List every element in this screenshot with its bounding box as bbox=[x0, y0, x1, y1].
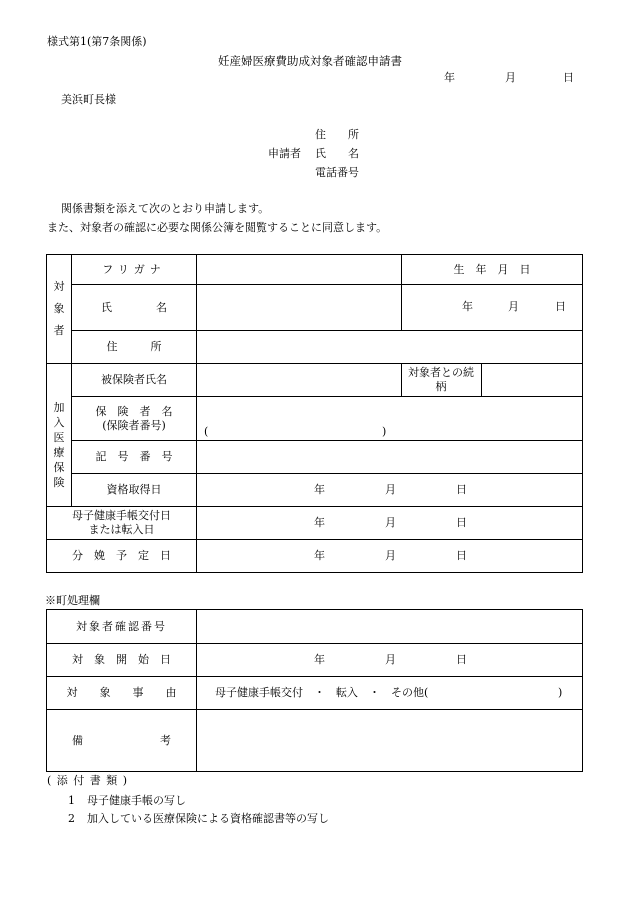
table1-vline bbox=[481, 363, 482, 397]
insurer-number-label: (保険者番号) bbox=[102, 418, 166, 432]
table2-vline bbox=[582, 609, 583, 772]
applicant-address-label: 住 所 bbox=[315, 128, 359, 141]
applicant-phone-label: 電話番号 bbox=[315, 166, 359, 179]
symbol-number-label: 記 号 番 号 bbox=[95, 450, 173, 463]
addressee: 美浜町長様 bbox=[61, 93, 116, 106]
remarks-label: 備 考 bbox=[72, 733, 171, 747]
table1-vline bbox=[401, 363, 402, 397]
attachment-text: 加入している医療保険による資格確認書等の写し bbox=[87, 812, 329, 825]
date-year: 年 bbox=[444, 71, 455, 84]
confirm-number-label: 対象者確認番号 bbox=[76, 619, 167, 633]
relationship-label: 対象者との続柄 bbox=[408, 366, 474, 393]
address-label: 住 所 bbox=[106, 340, 162, 353]
intro-line-2: また、対象者の確認に必要な関係公簿を閲覧することに同意します。 bbox=[47, 221, 388, 234]
table1-vline bbox=[196, 254, 197, 573]
qualification-day: 日 bbox=[456, 483, 467, 496]
reason-options: 母子健康手帳交付 ・ 転入 ・ その他( bbox=[215, 686, 429, 699]
insurance-group-label: 加入医療保険 bbox=[53, 401, 65, 489]
birth-month: 月 bbox=[508, 300, 519, 313]
birth-date-header: 生 年 月 日 bbox=[453, 262, 531, 276]
attachment-item bbox=[68, 812, 329, 826]
intro-line-1: 関係書類を添えて次のとおり申請します。 bbox=[61, 202, 270, 215]
reason-close: ) bbox=[558, 686, 563, 699]
applicant-label: 申請者 bbox=[268, 147, 301, 160]
due-day: 日 bbox=[456, 549, 467, 562]
table1-hline bbox=[46, 572, 583, 573]
insurer-label bbox=[72, 397, 196, 440]
furigana-label: フリガナ bbox=[102, 262, 166, 276]
table2-vline bbox=[196, 609, 197, 772]
subject-group-label: 対象者 bbox=[53, 280, 65, 337]
form-title: 妊産婦医療費助成対象者確認申請書 bbox=[218, 54, 402, 68]
table2-hline bbox=[46, 771, 583, 772]
handbook-day: 日 bbox=[456, 516, 467, 529]
name-label: 氏 名 bbox=[101, 300, 167, 314]
reason-label: 対 象 事 由 bbox=[66, 686, 177, 699]
qualification-date-label: 資格取得日 bbox=[106, 483, 162, 496]
birth-day: 日 bbox=[555, 300, 566, 313]
handbook-line-2: または転入日 bbox=[88, 523, 155, 536]
form-id: 様式第1(第7条関係) bbox=[47, 35, 147, 48]
applicant-name-label: 氏 名 bbox=[315, 147, 359, 160]
handbook-date-label bbox=[47, 507, 196, 539]
start-month: 月 bbox=[385, 653, 396, 666]
date-month: 月 bbox=[505, 71, 516, 84]
start-day: 日 bbox=[456, 653, 467, 666]
office-section-title: ※町処理欄 bbox=[45, 594, 100, 607]
handbook-month: 月 bbox=[385, 516, 396, 529]
attachment-num: 1 bbox=[68, 794, 75, 807]
attachment-num: 2 bbox=[68, 812, 75, 825]
handbook-line-1: 母子健康手帳交付日 bbox=[72, 509, 171, 522]
table1-vline bbox=[582, 254, 583, 573]
insurer-paren-open: ( bbox=[204, 425, 209, 438]
start-year: 年 bbox=[314, 653, 325, 666]
attachment-text: 母子健康手帳の写し bbox=[87, 794, 186, 807]
insurer-paren-close: ) bbox=[382, 425, 387, 438]
start-date-label: 対 象 開 始 日 bbox=[72, 653, 171, 666]
birth-year: 年 bbox=[462, 300, 473, 313]
insurer-name-label: 保 険 者 名 bbox=[95, 404, 173, 418]
due-year: 年 bbox=[314, 549, 325, 562]
due-date-label: 分 娩 予 定 日 bbox=[72, 549, 171, 562]
attachments-heading: ( 添 付 書 類 ) bbox=[47, 774, 129, 787]
due-month: 月 bbox=[385, 549, 396, 562]
insured-name-label: 被保険者氏名 bbox=[101, 373, 167, 386]
qualification-month: 月 bbox=[385, 483, 396, 496]
date-day: 日 bbox=[563, 71, 574, 84]
attachment-item bbox=[68, 794, 186, 808]
qualification-year: 年 bbox=[314, 483, 325, 496]
handbook-year: 年 bbox=[314, 516, 325, 529]
